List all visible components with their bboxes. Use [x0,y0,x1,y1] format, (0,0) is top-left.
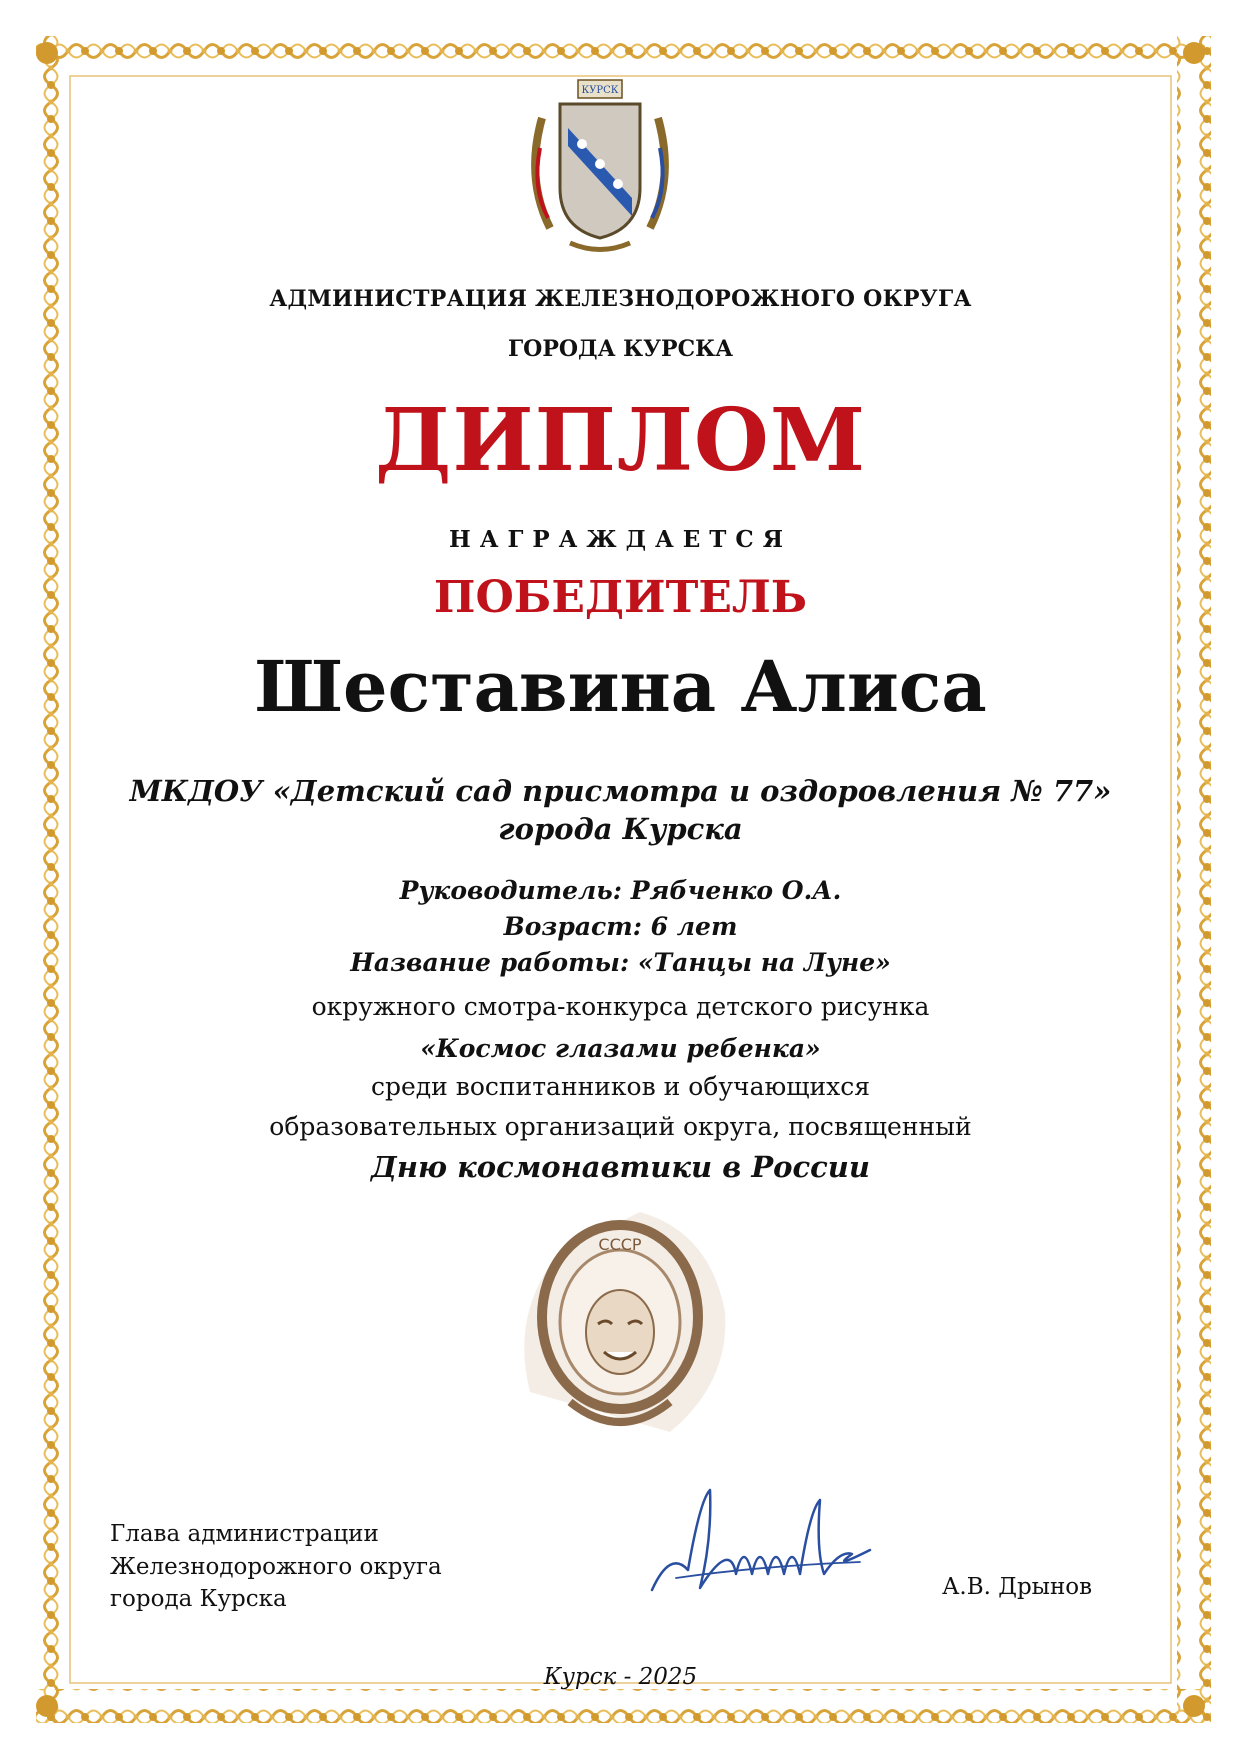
position-line-2: Железнодорожного округа [110,1553,442,1580]
cosmonaut-portrait-icon [500,1192,740,1452]
position-line-3: города Курска [110,1586,287,1613]
participants-line-1: среди воспитанников и обучающихся [370,1072,871,1101]
organization-line-1: МКДОУ «Детский сад присмотра и оздоровления № 77» [129,774,1112,808]
contest-description: окружного смотра-конкурса детского рисунка [311,992,930,1021]
work-title: Название работы: «Танцы на Луне» [350,948,891,977]
contest-name: «Космос глазами ребенка» [420,1034,821,1063]
participants-line-2: образовательных организаций округа, посвященный [269,1112,972,1141]
recipient-name: Шеставина Алиса [254,645,987,728]
signer-name: А.В. Дрынов [942,1574,1093,1600]
supervisor: Руководитель: Рябченко О.А. [399,876,842,905]
administration-line-2: ГОРОДА КУРСКА [507,336,734,362]
diploma-title: ДИПЛОМ [374,390,867,491]
place-label: ПОБЕДИТЕЛЬ [433,572,808,623]
awarded-label: НАГРАЖДАЕТСЯ [449,526,792,553]
handwritten-signature-icon [640,1470,880,1610]
kursk-coat-of-arms-icon [520,78,680,256]
age: Возраст: 6 лет [503,912,738,941]
city-year: Курск - 2025 [543,1664,698,1690]
signatory-position [110,1518,442,1616]
organization-line-2: города Курска [498,812,743,846]
administration-line-1: АДМИНИСТРАЦИЯ ЖЕЛЕЗНОДОРОЖНОГО ОКРУГА [269,286,972,312]
occasion: Дню космонавтики в России [371,1150,870,1184]
svg-text:КУРСК: КУРСК [581,85,619,96]
position-line-1: Глава администрации [110,1521,379,1547]
svg-text:СССР: СССР [598,1235,642,1254]
